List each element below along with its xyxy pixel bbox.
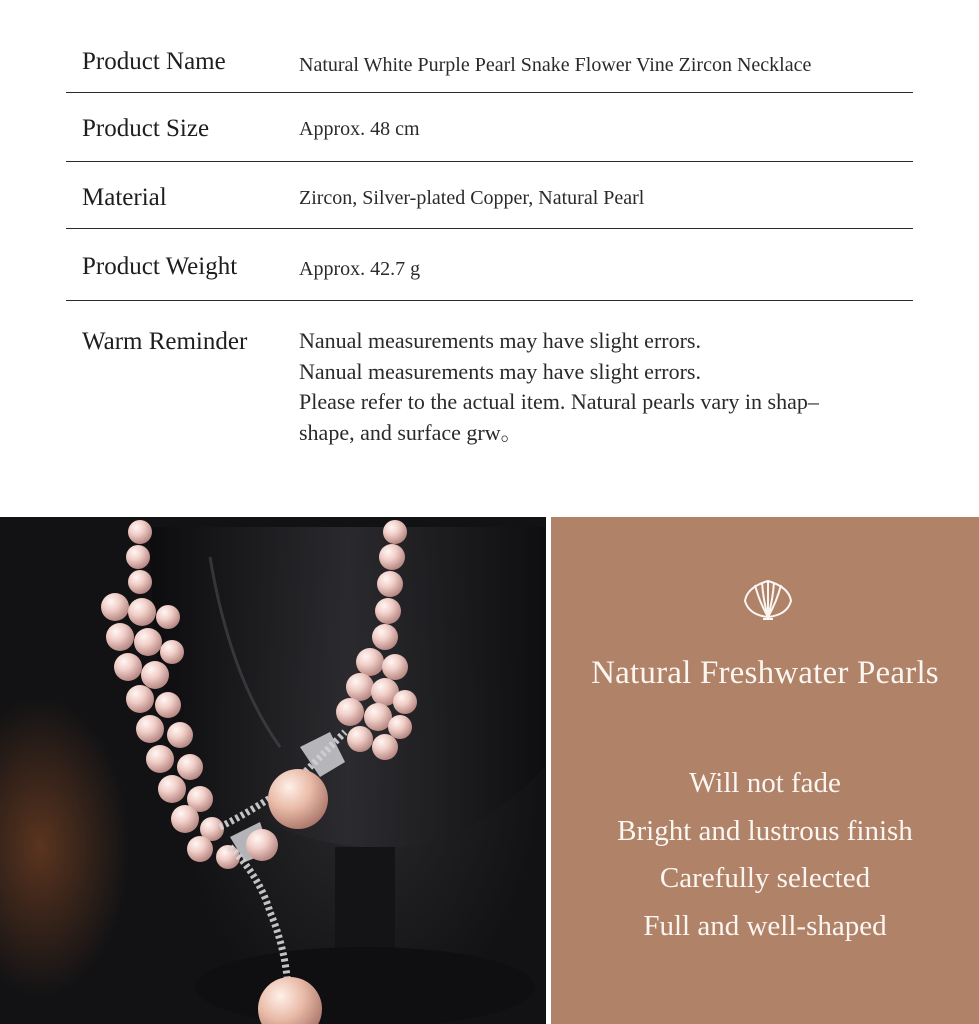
feature-item: Carefully selected (659, 862, 871, 894)
spec-value: Natural White Purple Pearl Snake Flower Vine Zircon Necklace (299, 54, 812, 76)
spec-label: Product Name (82, 48, 226, 75)
reminder-line: Nanual measurements may have slight errors. (299, 328, 701, 353)
feature-list (551, 760, 979, 950)
reminder-line: shape, and surface grw。 (299, 419, 523, 445)
reminder-line: Please refer to the actual item. Natural pearls vary in shap– (299, 389, 819, 414)
spec-row-material (66, 162, 913, 229)
spec-label: Material (82, 184, 167, 211)
spec-label: Product Size (82, 115, 210, 142)
feature-title: Natural Freshwater Pearls (591, 655, 939, 691)
spec-value: Approx. 42.7 g (299, 258, 421, 280)
feature-panel (551, 517, 979, 1024)
spec-value: Zircon, Silver-plated Copper, Natural Pearl (299, 187, 645, 209)
spec-row-product-weight (66, 229, 913, 301)
spec-value: Approx. 48 cm (299, 118, 420, 140)
necklace-illustration (0, 517, 546, 1024)
spec-row-product-name (66, 28, 913, 93)
shell-icon (741, 577, 795, 621)
feature-item: Will not fade (689, 767, 841, 799)
spec-row-product-size (66, 93, 913, 162)
pearl-necklace-photo (0, 517, 546, 1024)
spec-label: Product Weight (82, 253, 238, 280)
spec-label: Warm Reminder (82, 328, 248, 355)
reminder-text (299, 326, 819, 448)
spec-table (66, 28, 913, 471)
feature-item: Full and well-shaped (643, 909, 887, 942)
reminder-line: Nanual measurements may have slight errors. (299, 358, 701, 384)
feature-item: Bright and lustrous finish (617, 814, 913, 847)
spec-row-warm-reminder (66, 301, 913, 471)
